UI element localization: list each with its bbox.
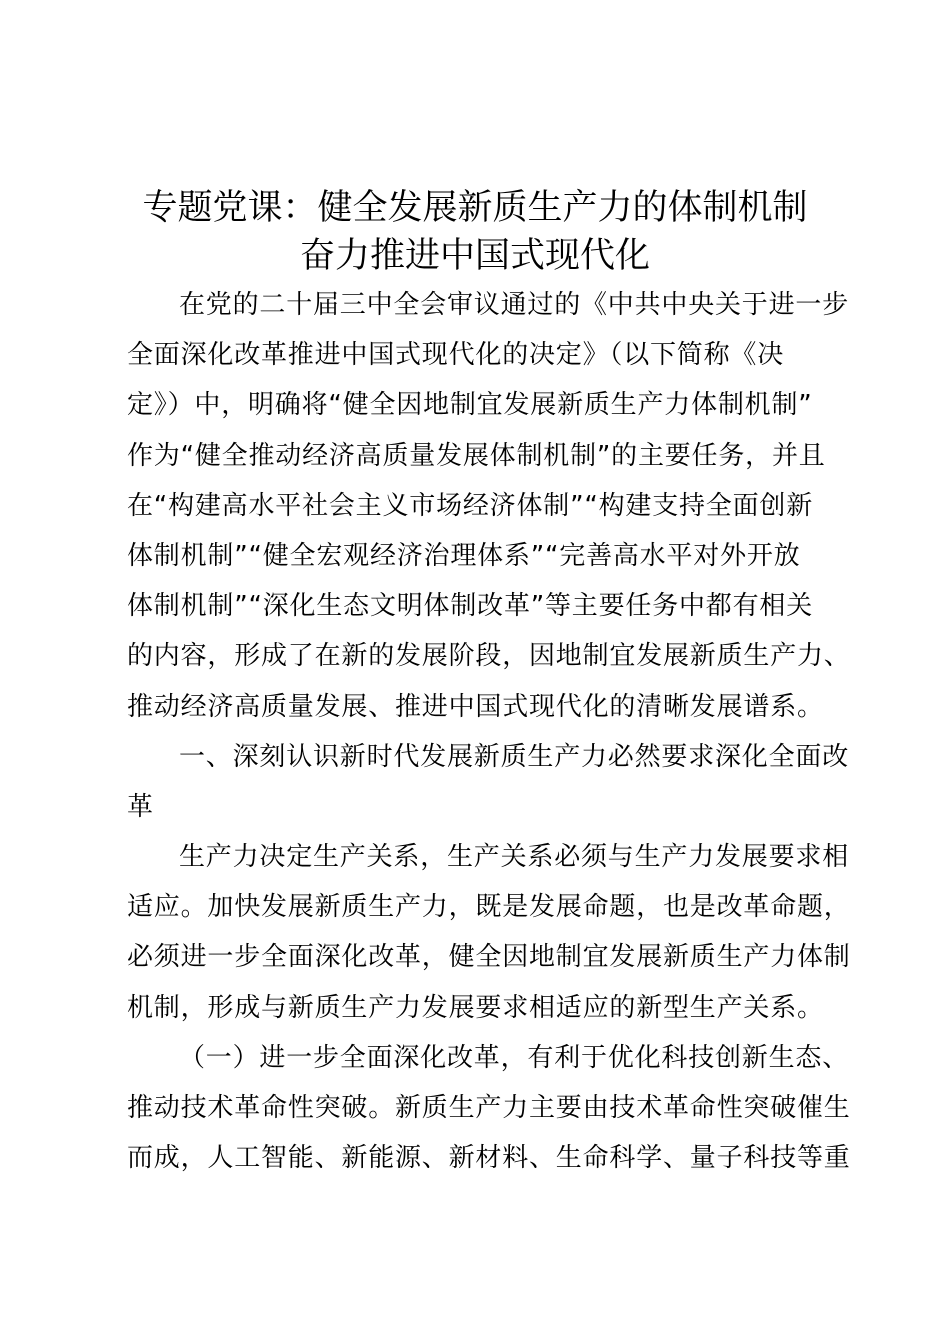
paragraph-line: 而成，人工智能、新能源、新材料、生命科学、量子科技等重 <box>127 1143 851 1174</box>
document-body <box>127 280 851 1183</box>
paragraph-line: 生产力决定生产关系，生产关系必须与生产力发展要求相 <box>179 842 850 873</box>
paragraph-line: 推动经济高质量发展、推进中国式现代化的清晰发展谱系。 <box>127 691 824 722</box>
paragraph-line: 体制机制”“深化生态文明体制改革”等主要任务中都有相关 <box>127 591 814 622</box>
paragraph-line: 的内容，形成了在新的发展阶段，因地制宜发展新质生产力、 <box>127 641 851 672</box>
document-title-line-2: 奋力推进中国式现代化 <box>299 236 650 276</box>
paragraph-line: 适应。加快发展新质生产力，既是发展命题，也是改革命题， <box>127 892 851 923</box>
paragraph-line: 体制机制”“健全宏观经济治理体系”“完善高水平对外开放 <box>127 540 801 571</box>
section-heading-line: 一、深刻认识新时代发展新质生产力必然要求深化全面改 <box>179 741 850 772</box>
paragraph-line: 在党的二十届三中全会审议通过的《中共中央关于进一步 <box>179 290 850 320</box>
document-title-line-1: 专题党课：健全发展新质生产力的体制机制 <box>142 188 808 228</box>
paragraph-line: （一）进一步全面深化改革，有利于优化科技创新生态、 <box>179 1042 850 1073</box>
section-heading-line: 革 <box>127 791 154 822</box>
paragraph-line: 全面深化改革推进中国式现代化的决定》（以下简称《决 <box>127 340 785 371</box>
paragraph-line: 推动技术革命性突破。新质生产力主要由技术革命性突破催生 <box>127 1093 851 1123</box>
paragraph-line: 定》）中，明确将“健全因地制宜发展新质生产力体制机制” <box>127 390 813 421</box>
paragraph-line: 作为“健全推动经济高质量发展体制机制”的主要任务，并且 <box>127 440 826 471</box>
paragraph-line: 在“构建高水平社会主义市场经济体制”“构建支持全面创新 <box>127 490 814 521</box>
paragraph-line: 机制，形成与新质生产力发展要求相适应的新型生产关系。 <box>127 992 824 1023</box>
paragraph-line: 必须进一步全面深化改革，健全因地制宜发展新质生产力体制 <box>127 942 851 973</box>
